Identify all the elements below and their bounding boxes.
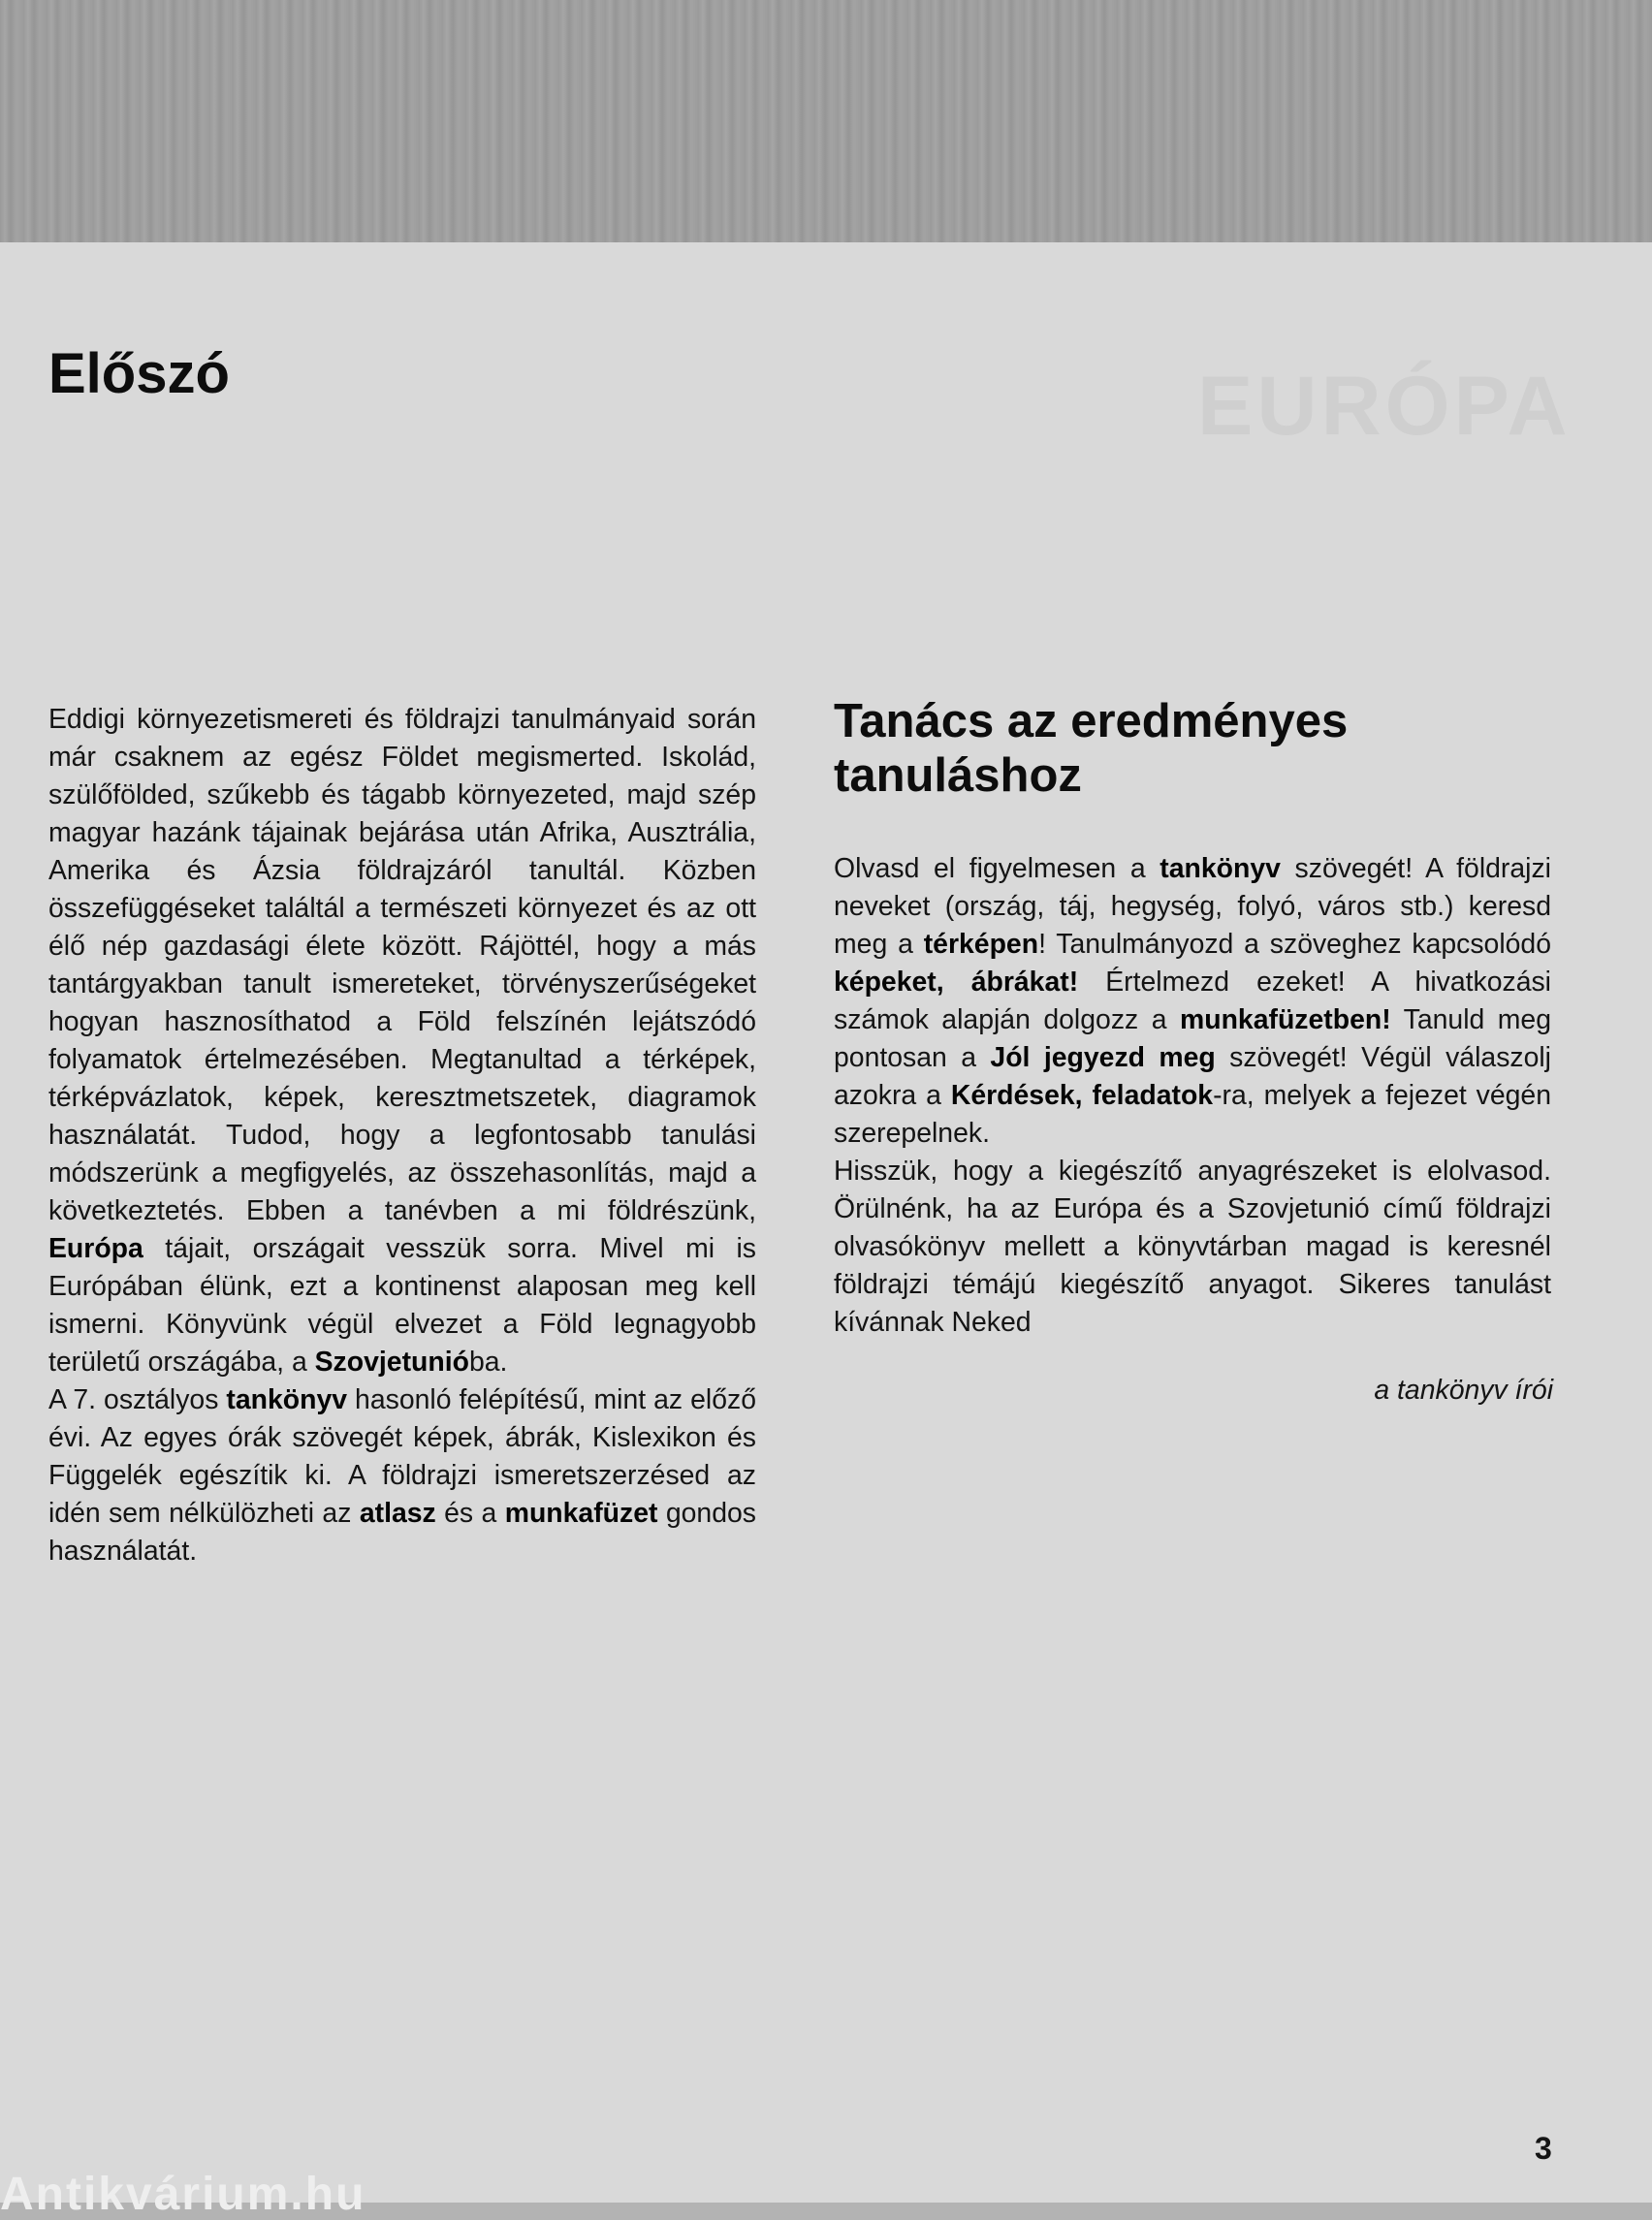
emphasized-term: Jól jegyezd meg: [990, 1042, 1216, 1073]
text-run: Eddigi környezetismereti és földrajzi tanulmányaid során már csaknem az egész Földet megismerted. Iskolád, szülőfölded, szűkebb és tágabb környezeted, majd szép magyar hazánk tájainak bejárása után Afrika, Ausztrália, Amerika és Ázsia földrajzáról tanultál. Közben összefüggéseket találtál a természeti környezet és az ott élő nép gazdasági élete között. Rájöttél, hogy a más tantárgyakban tanult ismereteket, törvényszerűségeket hogyan hasznosíthatod a Föld felszínén lejátszódó folyamatok értelmezésében. Megtanultad a térképek, térképvázlatok, képek, keresztmetszetek, diagramok használatát. Tudod, hogy a legfontosabb tanulási módszerünk a megfigyelés, az összehasonlítás, majd a következtetés. Ebben a tanévben a mi földrészünk,: [48, 704, 756, 1226]
emphasized-term: munkafüzetben!: [1179, 1004, 1391, 1035]
book-page: [0, 242, 1652, 2203]
wood-background: [0, 0, 1652, 262]
text-run: hasonló felépítésű, mint az előző évi. Az egyes órák szövegét képek, ábrák, Kislexikon és Függelék egészítik ki. A földrajzi ismeretszerzésed az idén sem nélkülözheti az: [48, 1384, 756, 1529]
text-run: ba.: [468, 1347, 508, 1378]
advice-heading: Tanács az eredményes tanuláshoz: [834, 695, 1349, 802]
emphasized-term: képeket, ábrákat!: [834, 967, 1079, 998]
show-through-watermark: EURÓPA: [1197, 360, 1572, 453]
emphasized-term: térképen: [923, 929, 1039, 960]
text-run: szövegét! A földrajzi neveket (ország, táj, hegység, folyó, város stb.) keresd meg a: [834, 853, 1551, 960]
text-run: -ra, melyek a fejezet végén szerepelnek.: [834, 1080, 1552, 1149]
text-run: Tanuld meg pontosan a: [834, 1004, 1552, 1073]
text-run: Olvasd el figyelmesen a: [834, 853, 1160, 884]
emphasized-term: Európa: [48, 1233, 143, 1264]
emphasized-term: tankönyv: [1160, 853, 1281, 884]
text-run: Értelmezd ezeket! A hivatkozási számok alapján dolgozz a: [834, 967, 1551, 1035]
emphasized-term: Kérdések, feladatok: [950, 1080, 1214, 1111]
intro-paragraph: [48, 701, 756, 1570]
site-watermark: Antikvárium.hu: [0, 2169, 366, 2220]
page-number: 3: [1535, 2131, 1552, 2166]
text-run: gondos használatát.: [48, 1498, 756, 1567]
text-run: szövegét! Végül válaszolj azokra a: [834, 1042, 1551, 1111]
page-title: Előszó: [48, 342, 230, 405]
emphasized-term: tankönyv: [226, 1384, 348, 1415]
emphasized-term: munkafüzet: [504, 1498, 658, 1529]
authors-signature: a tankönyv írói: [1374, 1375, 1553, 1406]
advice-paragraph: [834, 850, 1551, 1342]
text-run: és a: [435, 1498, 505, 1529]
emphasized-term: atlasz: [359, 1498, 436, 1529]
text-run: ! Tanulmányozd a szöveghez kapcsolódó: [1038, 929, 1551, 960]
text-run: tájait, országait vesszük sorra. Mivel mi is Európában élünk, ezt a kontinenst alaposan meg kell ismerni. Könyvünk végül elvezet a Föld legnagyobb területű országába, a: [48, 1233, 756, 1378]
emphasized-term: Szovjetunió: [314, 1347, 469, 1378]
text-run: Hisszük, hogy a kiegészítő anyagrészeket is elolvasod. Örülnénk, ha az Európa és a Szovjetunió című földrajzi olvasókönyv mellett a könyvtárban magad is keresnél földrajzi témájú kiegészítő anyagot. Sikeres tanulást kívánnak Neked: [834, 1156, 1551, 1338]
text-run: A 7. osztályos: [48, 1384, 227, 1415]
